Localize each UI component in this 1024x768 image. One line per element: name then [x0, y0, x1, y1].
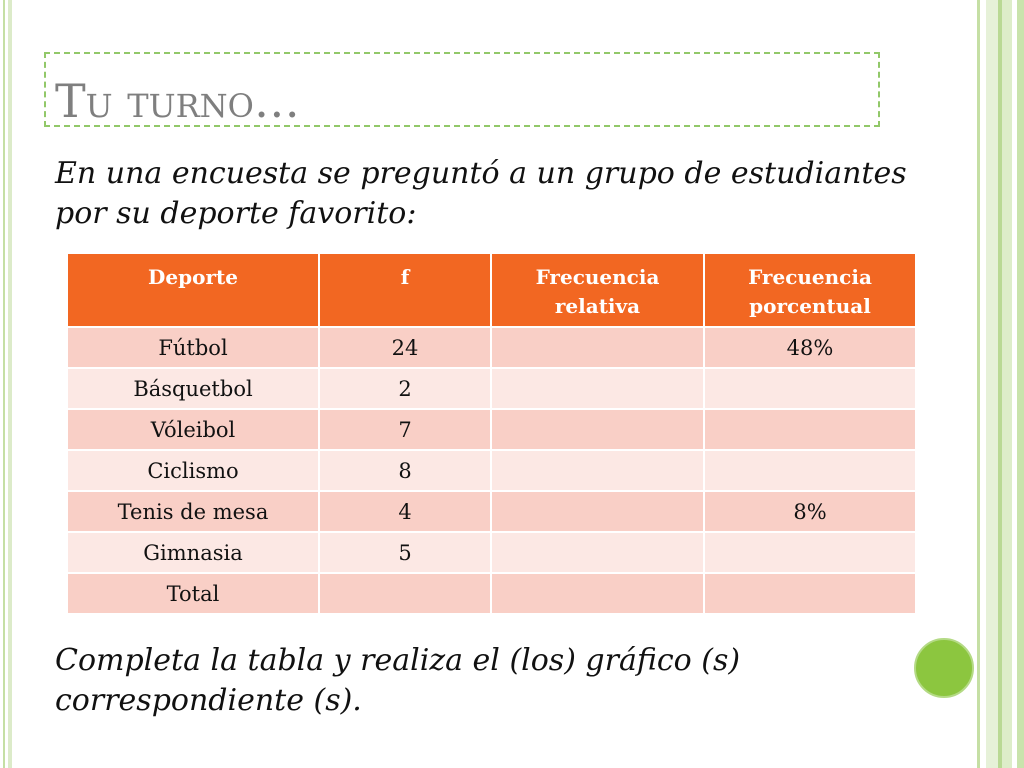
cell-percentage-frequency: [705, 369, 915, 408]
cell-frequency: 5: [320, 533, 490, 572]
cell-relative-frequency: [492, 451, 703, 490]
header-relative-frequency: Frecuencia relativa: [492, 254, 703, 326]
header-percentage-frequency: Frecuencia porcentual: [705, 254, 915, 326]
cell-percentage-frequency: 48%: [705, 328, 915, 367]
cell-sport: Total: [68, 574, 318, 613]
table-row: [68, 533, 915, 572]
cell-frequency: 4: [320, 492, 490, 531]
border-stripe: [1002, 0, 1012, 768]
header-frequency: f: [320, 254, 490, 326]
cell-frequency: 24: [320, 328, 490, 367]
cell-sport: Vóleibol: [68, 410, 318, 449]
border-stripe: [8, 0, 12, 768]
cell-percentage-frequency: 8%: [705, 492, 915, 531]
cell-percentage-frequency: [705, 451, 915, 490]
cell-relative-frequency: [492, 492, 703, 531]
intro-text: [55, 154, 907, 234]
cell-frequency: 8: [320, 451, 490, 490]
instruction-text: [55, 641, 740, 721]
border-stripe: [977, 0, 980, 768]
cell-sport: Ciclismo: [68, 451, 318, 490]
table-row: [68, 492, 915, 531]
instruction-line: Completa la tabla y realiza el (los) gráfico (s): [55, 643, 741, 678]
border-stripe: [1017, 0, 1024, 768]
cell-relative-frequency: [492, 369, 703, 408]
cell-relative-frequency: [492, 574, 703, 613]
cell-relative-frequency: [492, 410, 703, 449]
table-row-total: [68, 574, 915, 613]
green-circle-icon: [914, 638, 974, 698]
cell-sport: Fútbol: [68, 328, 318, 367]
cell-sport: Tenis de mesa: [68, 492, 318, 531]
intro-line: En una encuesta se preguntó a un grupo de estudiantes: [55, 156, 907, 191]
table-header-row: [68, 254, 915, 326]
header-sport: Deporte: [68, 254, 318, 326]
cell-frequency: 7: [320, 410, 490, 449]
frequency-table: [66, 252, 917, 615]
table-row: [68, 451, 915, 490]
cell-percentage-frequency: [705, 574, 915, 613]
table-row: [68, 328, 915, 367]
cell-percentage-frequency: [705, 410, 915, 449]
cell-sport: Básquetbol: [68, 369, 318, 408]
cell-relative-frequency: [492, 533, 703, 572]
cell-frequency: 2: [320, 369, 490, 408]
table-row: [68, 410, 915, 449]
cell-percentage-frequency: [705, 533, 915, 572]
slide-title: Tu turno…: [55, 74, 300, 128]
cell-relative-frequency: [492, 328, 703, 367]
table-row: [68, 369, 915, 408]
cell-sport: Gimnasia: [68, 533, 318, 572]
cell-frequency: [320, 574, 490, 613]
intro-line: por su deporte favorito:: [55, 196, 417, 231]
border-stripe: [3, 0, 5, 768]
border-stripe: [986, 0, 998, 768]
instruction-line: correspondiente (s).: [55, 683, 362, 718]
